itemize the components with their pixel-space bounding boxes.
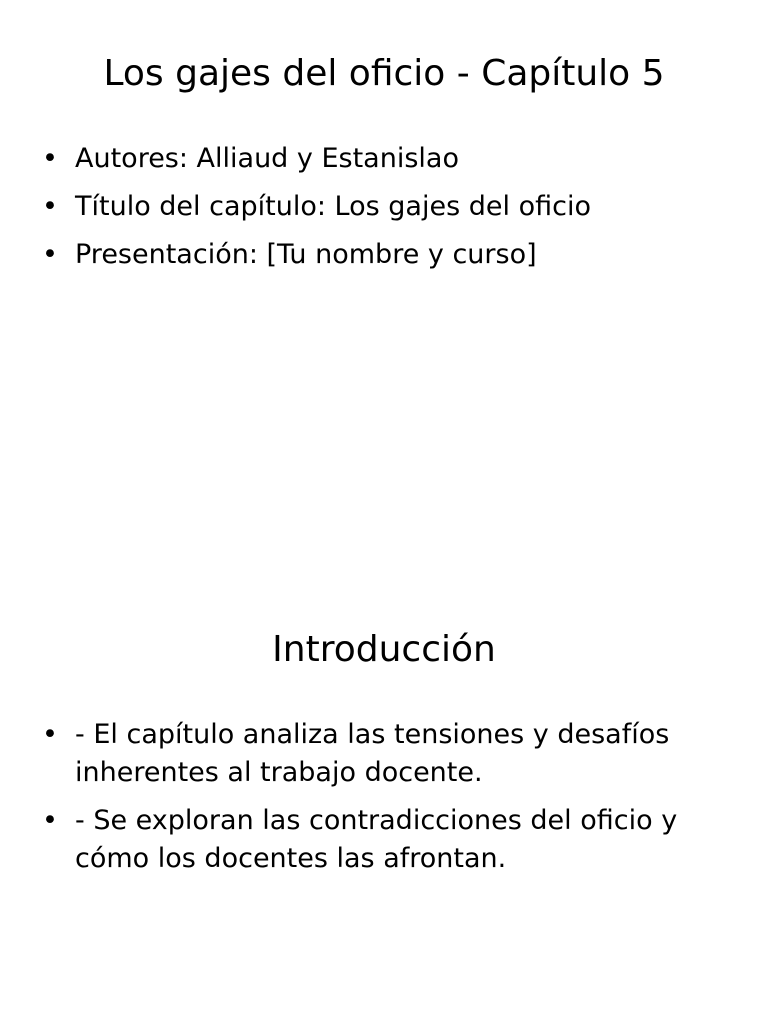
bullet-item-presentation	[40, 236, 700, 274]
slide-2	[0, 576, 768, 1024]
bullet-text: - Se exploran las contradicciones del oficio y cómo los docentes las afrontan.	[75, 805, 678, 874]
bullet-item-tensions	[40, 716, 700, 792]
bullet-icon: •	[42, 239, 58, 270]
bullet-icon: •	[42, 143, 58, 174]
bullet-item-chapter-title	[40, 188, 700, 226]
bullet-icon: •	[42, 805, 58, 836]
bullet-list	[40, 716, 700, 888]
bullet-text: Presentación: [Tu nombre y curso]	[75, 239, 537, 270]
bullet-item-contradictions	[40, 802, 700, 878]
bullet-icon: •	[42, 191, 58, 222]
slide-title: Los gajes del oficio - Capítulo 5	[103, 53, 665, 94]
bullet-text: Título del capítulo: Los gajes del oficio	[75, 191, 591, 222]
bullet-text: - El capítulo analiza las tensiones y desafíos inherentes al trabajo docente.	[75, 719, 670, 788]
bullet-item-authors	[40, 140, 700, 178]
bullet-text: Autores: Alliaud y Estanislao	[75, 143, 459, 174]
bullet-list	[40, 140, 700, 284]
bullet-icon: •	[42, 719, 58, 750]
slide-title: Introducción	[272, 629, 496, 670]
